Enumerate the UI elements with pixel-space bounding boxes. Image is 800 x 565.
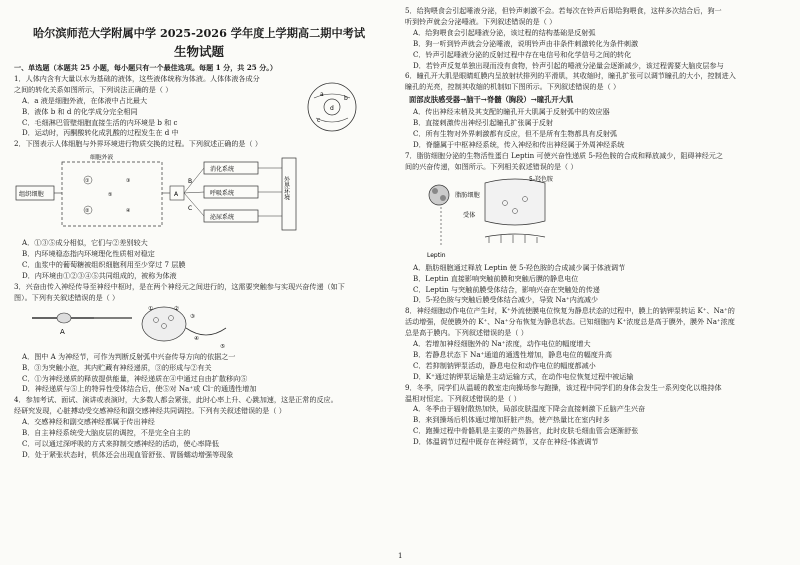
q7-serotonin-label: 5-羟色胺 xyxy=(529,175,553,183)
q6-node-muscle: 瞳孔开大肌 xyxy=(536,95,574,105)
q9-option-c: C．跑操过程中骨骼肌是主要的产热器官，此时皮肤毛细血管会逐渐舒张 xyxy=(413,426,639,436)
q1-option-a: A．a 液是细胞外液，在体液中占比最大 xyxy=(22,95,148,105)
q5-option-b: B．狗一听到铃声就会分泌唾液，说明铃声由非条件刺激转化为条件刺激 xyxy=(413,38,639,48)
q5-stem: 5．给狗喂食会引起唾液分泌，但铃声刺激不会。若每次在铃声后即给狗喂食，这样多次结合后，狗一 xyxy=(405,6,722,15)
q3-stem: 3．兴奋由传入神经传导至神经中枢时，是在两个神经元之间进行的，这需要突触参与实现兴奋传递（如下 xyxy=(14,281,345,291)
q9-option-a: A．冬季由于辐射散热加快，局部皮肤温度下降会直接刺激下丘脑产生兴奋 xyxy=(413,404,646,414)
q7-receptor-label: 受体 xyxy=(463,211,476,219)
q2-option-d: D．内环境由①②③④⑤共同组成的，被称为体液 xyxy=(22,270,177,280)
section-heading: 一、单选题（本题共 25 小题，每小题只有一个最佳选项。每题 1 分，共 25 分。） xyxy=(14,63,277,72)
q9-option-d: D．体温调节过程中既存在神经调节，又存在神经-体液调节 xyxy=(413,437,599,447)
svg-text:B: B xyxy=(188,178,193,186)
q3-label-a: A xyxy=(60,327,65,336)
q1-label-c: c xyxy=(317,116,321,124)
q5-option-a: A．给狗喂食会引起唾液分泌，该过程的结构基础是反射弧 xyxy=(413,27,596,37)
question-4 xyxy=(14,395,384,460)
q6-option-c: C．所有生物对外界刺激都有反应，但不是所有生物都具有反射弧 xyxy=(413,129,618,139)
svg-text:①: ① xyxy=(148,305,153,312)
q3-option-c: C．①为神经递质的释放提供能量，神经递质在④中通过自由扩散移向⑤ xyxy=(22,373,248,383)
question-8 xyxy=(405,306,775,382)
q7-leptin-label: Leptin xyxy=(427,251,446,259)
q6-option-a: A．传出神经末梢及其支配的瞳孔开大肌属于反射弧中的效应器 xyxy=(413,107,610,117)
exchange-diagram xyxy=(14,150,384,238)
svg-text:A: A xyxy=(174,191,179,199)
q7-figure xyxy=(405,173,775,263)
leptin-diagram xyxy=(405,173,775,263)
q1-figure xyxy=(14,90,384,132)
q6-arrow-1: → xyxy=(460,95,467,105)
svg-text:③: ③ xyxy=(190,313,195,320)
question-3 xyxy=(14,282,384,395)
q4-option-a: A．交感神经和副交感神经都属于传出神经 xyxy=(22,417,155,427)
q3-option-d: D．神经递质与⑤上的特异性受体结合后，使⑤对 Na⁺或 Cl⁻的通透性增加 xyxy=(22,384,257,394)
q2-env-label: 外界环境 xyxy=(282,176,290,201)
q6-stem: 6．瞳孔开大肌是眼睛虹膜内呈放射状排列的平滑肌，其收缩时，瞳孔扩张可以调节瞳孔的大小，控制进入 xyxy=(405,71,736,81)
q8-stem-2: 活动增强，促使膜外的 K⁺、Na⁺分布恢复为静息状态。已知细胞内 K⁺浓度总是高于膜外，膜外 Na⁺浓度 xyxy=(405,317,735,327)
q5-option-d: D．若铃声反复单独出现而没有食物，铃声引起的唾液分泌量会逐渐减少，该过程需要大脑皮层参与 xyxy=(413,60,724,70)
q1-option-d: D．运动时，丙酮酸转化成乳酸的过程发生在 d 中 xyxy=(22,128,179,138)
q2-ecf-label: 细胞外液 xyxy=(90,155,114,162)
q4-option-d: D．处于紧张状态时，机体还会出现血管舒张、胃肠蠕动增强等现象 xyxy=(22,449,234,459)
q8-option-d: D．K⁺通过钠钾泵运输是主动运输方式，在动作电位恢复过程中被运输 xyxy=(413,371,634,381)
q6-arrow-2: → xyxy=(480,95,487,105)
svg-text:②: ② xyxy=(85,208,90,215)
q5-stem-2: 听到铃声就会分泌唾液。下列叙述错误的是（ ） xyxy=(405,16,557,26)
q2-figure xyxy=(14,150,384,238)
svg-text:①: ① xyxy=(85,178,90,185)
question-2 xyxy=(14,139,384,282)
right-column xyxy=(405,6,775,448)
q1-stem-2: 之间的转化关系如图所示，下列说法正确的是（ ） xyxy=(14,84,173,94)
q3-option-a: A．图中 A 为神经节，可作为判断反射弧中兴奋传导方向的依据之一 xyxy=(22,351,236,361)
q2-digest-label: 消化系统 xyxy=(210,166,235,174)
svg-text:④: ④ xyxy=(126,208,131,215)
q1-label-a: a xyxy=(320,90,324,98)
q1-option-b: B．液体 b 和 d 的化学成分完全相同 xyxy=(22,106,138,116)
q6-node-receptor: 面部皮肤感受器 xyxy=(409,95,461,105)
q6-node-spinal: 脊髓（胸段） xyxy=(486,95,531,105)
q6-node-brainstem: 脑干 xyxy=(466,95,481,105)
exam-title: 哈尔滨师范大学附属中学 2025-2026 学年度上学期高二期中考试 xyxy=(32,26,366,40)
q9-stem-2: 温相对恒定。下列叙述错误的是（ ） xyxy=(405,393,521,403)
question-1 xyxy=(14,74,384,139)
q8-option-b: B．若静息状态下 Na⁺通道的通透性增加，静息电位的幅度升高 xyxy=(413,349,612,359)
q8-option-c: C．若抑制钠钾泵活动，静息电位和动作电位的幅度都减小 xyxy=(413,360,596,370)
q8-option-a: A．若增加神经细胞外的 Na⁺浓度，动作电位的幅度增大 xyxy=(413,339,591,349)
q2-cell-label: 组织细胞 xyxy=(19,191,44,199)
q2-option-b: B．内环境稳态指内环境理化性质相对稳定 xyxy=(22,249,155,259)
q7-option-c: C．Leptin 与突触前膜受体结合，影响兴奋在突触处的传递 xyxy=(413,284,600,294)
q7-option-b: B．Leptin 直接影响突触前膜和突触后膜的静息电位 xyxy=(413,273,579,283)
q2-stem: 2．下图表示人体细胞与外界环境进行物质交换的过程。下列叙述正确的是（ ） xyxy=(14,139,262,149)
q2-option-a: A．①③⑤成分相似，它们与②差别较大 xyxy=(22,238,148,248)
svg-text:②: ② xyxy=(174,305,179,312)
q2-urine-label: 泌尿系统 xyxy=(210,214,235,222)
q8-stem: 8．神经细胞动作电位产生时，K⁺外流使膜电位恢复为静息状态的过程中，膜上的钠钾泵转运 K⁺、Na⁺的 xyxy=(405,306,735,316)
svg-text:④: ④ xyxy=(194,335,199,342)
q4-stem: 4．参加考试、面试、演讲或表演时，大多数人都会紧张，此时心率上升、心跳加速，这是正常的反应。 xyxy=(14,395,338,405)
q7-fat-label: 脂肪细胞 xyxy=(455,191,480,199)
q3-stem-2: 图）。下列有关叙述错误的是（ ） xyxy=(14,292,120,302)
synapse-diagram xyxy=(14,304,384,352)
q4-option-b: B．自主神经系统受大脑皮层的调控，不是完全自主的 xyxy=(22,428,191,438)
q6-option-d: D．脊髓属于中枢神经系统，传入神经和传出神经属于外周神经系统 xyxy=(413,139,625,149)
q9-option-b: B．来到操场后机体通过增加肝脏产热，使产热量比在室内时多 xyxy=(413,415,610,425)
question-6 xyxy=(405,71,775,150)
q1-option-c: C．毛细淋巴管壁细胞直接生活的内环境是 b 和 c xyxy=(22,117,178,127)
svg-text:③: ③ xyxy=(126,178,131,185)
page-number: 1 xyxy=(398,552,403,560)
q2-resp-label: 呼吸系统 xyxy=(210,190,235,198)
question-7 xyxy=(405,151,775,306)
q7-option-d: D．5-羟色胺与突触后膜受体结合减少，导致 Na⁺内流减少 xyxy=(413,295,599,305)
svg-text:⑤: ⑤ xyxy=(108,192,113,199)
q2-option-c: C．血浆中的葡萄糖被组织细胞利用至少穿过 7 层膜 xyxy=(22,260,186,270)
q5-option-c: C．铃声引起唾液分泌的反射过程中存在电信号和化学信号之间的转化 xyxy=(413,49,632,59)
exam-subject: 生物试题 xyxy=(173,44,224,59)
q6-arrow-3: → xyxy=(530,95,537,105)
q3-option-b: B．③为突触小泡，其内贮藏有神经递质，③的形成与②有关 xyxy=(22,362,212,372)
q4-option-c: C．可以通过深呼吸的方式来抑制交感神经的活动，使心率降低 xyxy=(22,438,219,448)
left-column xyxy=(14,6,384,461)
q6-option-b: B．直接刺激传出神经引起瞳孔扩张属于反射 xyxy=(413,118,553,128)
q7-option-a: A．脂肪细胞通过释放 Leptin 使 5-羟色胺的合成减少属于体液调节 xyxy=(413,262,626,272)
q7-stem-2: 间的兴奋传递，如图所示。下列相关叙述错误的是（ ） xyxy=(405,161,578,171)
svg-text:⑤: ⑤ xyxy=(220,343,225,350)
q7-stem: 7．脂肪细胞分泌的生物活性蛋白 Leptin 可使兴奋性递质 5-羟色胺的合成和释放减少，阻碍神经元之 xyxy=(405,150,723,160)
q3-figure xyxy=(14,304,384,352)
svg-text:C: C xyxy=(188,205,193,213)
q1-label-d: d xyxy=(330,104,334,112)
q4-stem-2: 经研究发现，心脏搏动受交感神经和副交感神经共同调控。下列有关叙述错误的是（ ） xyxy=(14,406,286,416)
q1-label-b: b xyxy=(344,94,348,102)
q6-pathway xyxy=(405,93,775,107)
question-9 xyxy=(405,383,775,448)
q8-stem-3: 总是高于膜内。下列叙述错误的是（ ） xyxy=(405,328,528,338)
q9-stem: 9．冬季，同学们从温暖的教室走向操场参与跑操，该过程中同学们的身体会发生一系列变化以维持体 xyxy=(405,382,722,392)
q1-stem: 1．人体内含有大量以水为基础的液体，这些液体统称为体液。人体体液各成分 xyxy=(14,73,260,83)
question-5 xyxy=(405,6,775,71)
q6-stem-2: 瞳孔的光亮，控制其收缩的机制如下图所示。下列叙述错误的是（ ） xyxy=(405,82,621,92)
